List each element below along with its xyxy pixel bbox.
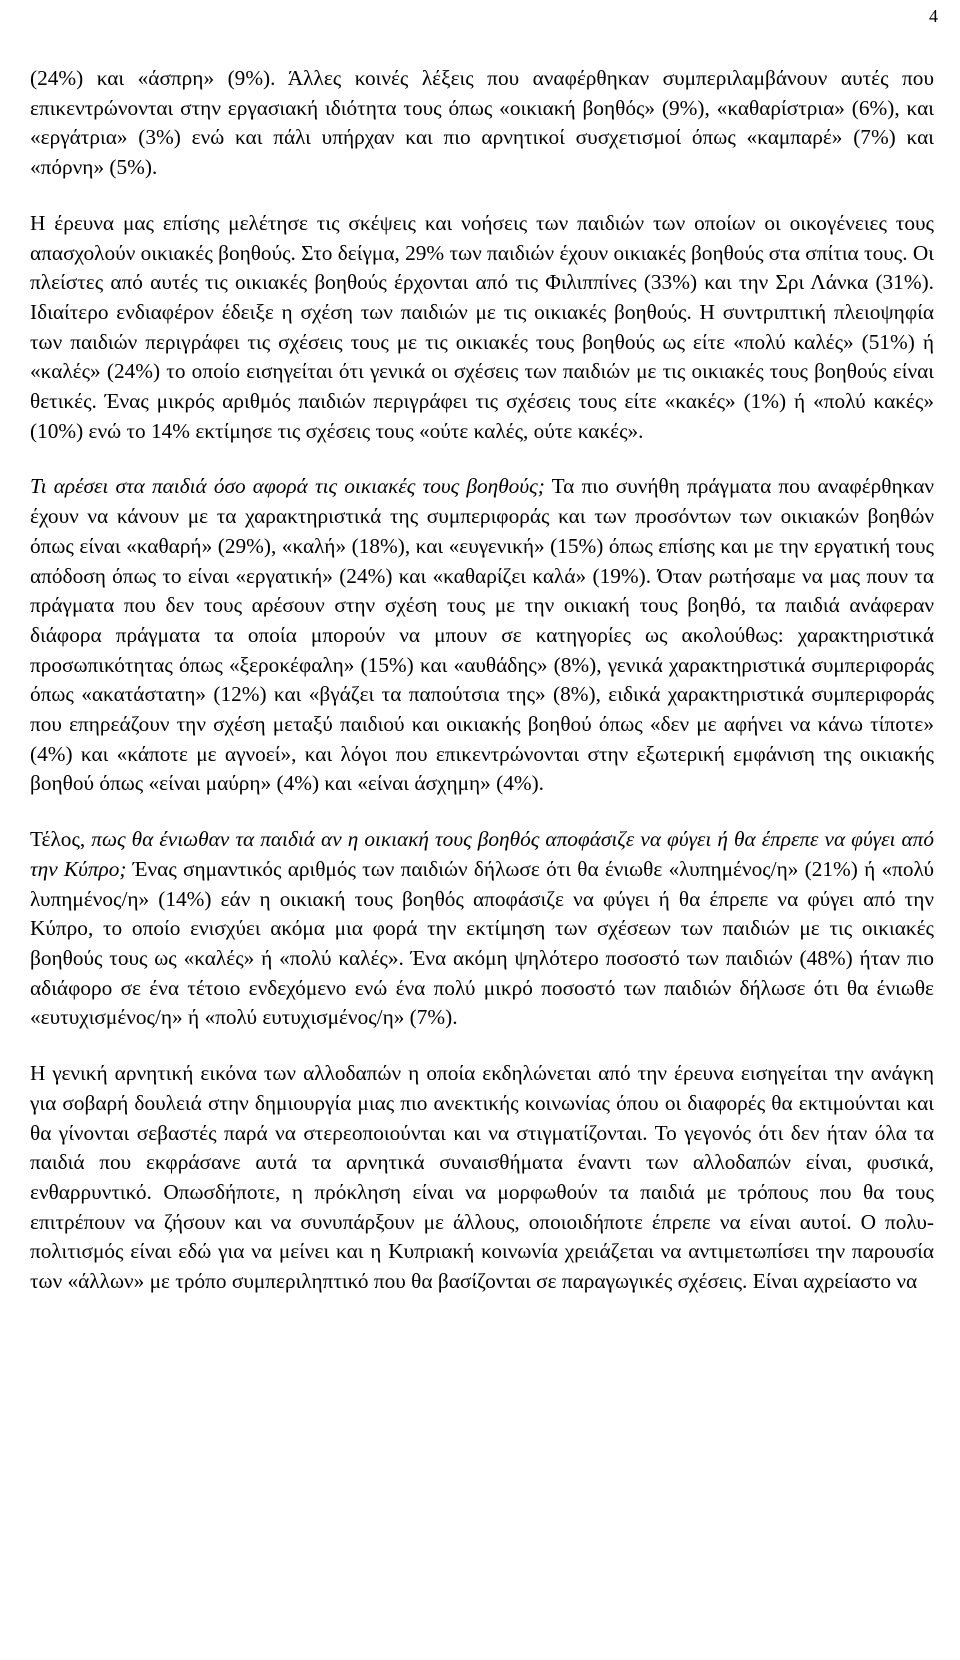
paragraph-text: Ένας σημαντικός αριθμός των παιδιών δήλωσε ότι θα ένιωθε «λυπημένος/η» (21%) ή «πολύ λυπημένος/η» (14%) εάν η οικιακή τους βοηθός αποφάσιζε να φύγει ή θα έπρεπε να φύγει από την Κύπρο, το οποίο ενισχύει ακόμα μια φορά την εκτίμηση των σχέσεων των παιδιών με τις οικιακές βοηθούς τους ως «καλές» ή «πολύ καλές». Ένα ακόμη ψηλότερο ποσοστό των παιδιών (48%) ήταν πιο αδιάφορο σε ένα τέτοιο ενδεχόμενο ενώ ένα πολύ μικρό ποσοστό των παιδιών δήλωσε ότι θα ένιωθε «ευτυχισμένος/η» ή «πολύ ευτυχισμένος/η» (7%). [30,856,934,1030]
italic-question-what-children-like: Τι αρέσει στα παιδιά όσο αφορά τις οικιακές τους βοηθούς; [30,474,545,499]
paragraph-text: Τα πιο συνήθη πράγματα που αναφέρθηκαν έχουν να κάνουν με τα χαρακτηριστικά της συμπεριφοράς και των προσόντων των οικιακών βοηθών όπως είναι «καθαρή» (29%), «καλή» (18%), και «ευγενική» (15%) όπως επίσης και με την εργατική τους απόδοση όπως το είναι «εργατική» (24%) και «καθαρίζει καλά» (19%). Όταν ρωτήσαμε να μας πουν τα πράγματα που δεν τους αρέσουν στην σχέση τους με την οικιακή τους βοηθό, τα παιδιά ανάφεραν διάφορα πράγματα τα οποία μπορούν να μπουν σε κατηγορίες ως ακολούθως: χαρακτηριστικά προσωπικότητας όπως «ξεροκέφαλη» (15%) και «αυθάδης» (8%), γενικά χαρακτηριστικά συμπεριφοράς όπως «ακατάστατη» (12%) και «βγάζει τα παπούτσια της» (8%), ειδικά χαρακτηριστικά συμπεριφοράς που επηρεάζουν την σχέση μεταξύ παιδιού και οικιακής βοηθού όπως «δεν με αφήνει να κάνω τίποτε» (4%) και «κάποτε με αγνοεί», και λόγοι που επικεντρώνονται στην εξωτερική εμφάνιση της οικιακής βοηθού όπως «είναι μαύρη» (4%) και «είναι άσχημη» (4%). [30,474,934,796]
page-number: 4 [929,6,938,26]
paragraph-what-children-like [30,472,934,799]
paragraph-how-children-would-feel [30,825,934,1033]
document-body [30,64,934,1323]
paragraph-opening-word: Τέλος, [30,827,86,852]
paragraph-conclusion: Η γενική αρνητική εικόνα των αλλοδαπών η οποία εκδηλώνεται από την έρευνα εισηγείται την ανάγκη για σοβαρή δουλειά στην δημιουργία μιας πιο ανεκτικής κοινωνίας όπου οι διαφορές θα εκτιμούνται και θα γίνονται σεβαστές παρά να στερεοποιούνται και να στιγματίζονται. Το γεγονός ότι δεν ήταν όλα τα παιδιά που εκφράσανε αυτά τα αρνητικά συναισθήματα έναντι των αλλοδαπών είναι, φυσικά, ενθαρρυντικό. Οπωσδήποτε, η πρόκληση είναι να μορφωθούν τα παιδιά με τρόπους που θα τους επιτρέπουν να ζήσουν και να συνυπάρξουν με άλλους, οποιοιδήποτε έπρεπε να είναι αυτοί. Ο πολυ-πολιτισμός είναι εδώ για να μείνει και η Κυπριακή κοινωνία χρειάζεται να αντιμετωπίσει την παρουσία των «άλλων» με τρόπο συμπεριληπτικό που θα βασίζονται σε παραγωγικές σχέσεις. Είναι αχρείαστο να [30,1061,934,1294]
paragraph-word-associations: (24%) και «άσπρη» (9%). Άλλες κοινές λέξεις που αναφέρθηκαν συμπεριλαμβάνουν αυτές που επικεντρώνονται στην εργασιακή ιδιότητα τους όπως «οικιακή βοηθός» (9%), «καθαρίστρια» (6%), και «εργάτρια» (3%) ενώ και πάλι υπήρχαν και πιο αρνητικοί συσχετισμοί όπως «καμπαρέ» (7%) και «πόρνη» (5%). [30,66,934,180]
paragraph-domestic-helpers-study: Η έρευνα μας επίσης μελέτησε τις σκέψεις και νοήσεις των παιδιών των οποίων οι οικογένειες τους απασχολούν οικιακές βοηθούς. Στο δείγμα, 29% των παιδιών έχουν οικιακές βοηθούς στα σπίτια τους. Οι πλείστες από αυτές τις οικιακές βοηθούς έρχονται από τις Φιλιππίνες (33%) και την Σρι Λάνκα (31%). Ιδιαίτερο ενδιαφέρον έδειξε η σχέση των παιδιών με τις οικιακές βοηθούς. Η συντριπτική πλειοψηφία των παιδιών περιγράφει τις σχέσεις τους με τις οικιακές τους βοηθούς ως είτε «πολύ καλές» (51%) ή «καλές» (24%) το οποίο εισηγείται ότι γενικά οι σχέσεις των παιδιών με τις οικιακές τους βοηθούς είναι θετικές. Ένας μικρός αριθμός παιδιών περιγράφει τις σχέσεις τους είτε «κακές» (1%) ή «πολύ κακές» (10%) ενώ το 14% εκτίμησε τις σχέσεις τους «ούτε καλές, ούτε κακές». [30,210,934,443]
italic-question-how-children-would-feel: πως θα ένιωθαν τα παιδιά αν η οικιακή τους βοηθός αποφάσιζε να φύγει ή θα έπρεπε να φύγει από την Κύπρο; [30,827,934,881]
